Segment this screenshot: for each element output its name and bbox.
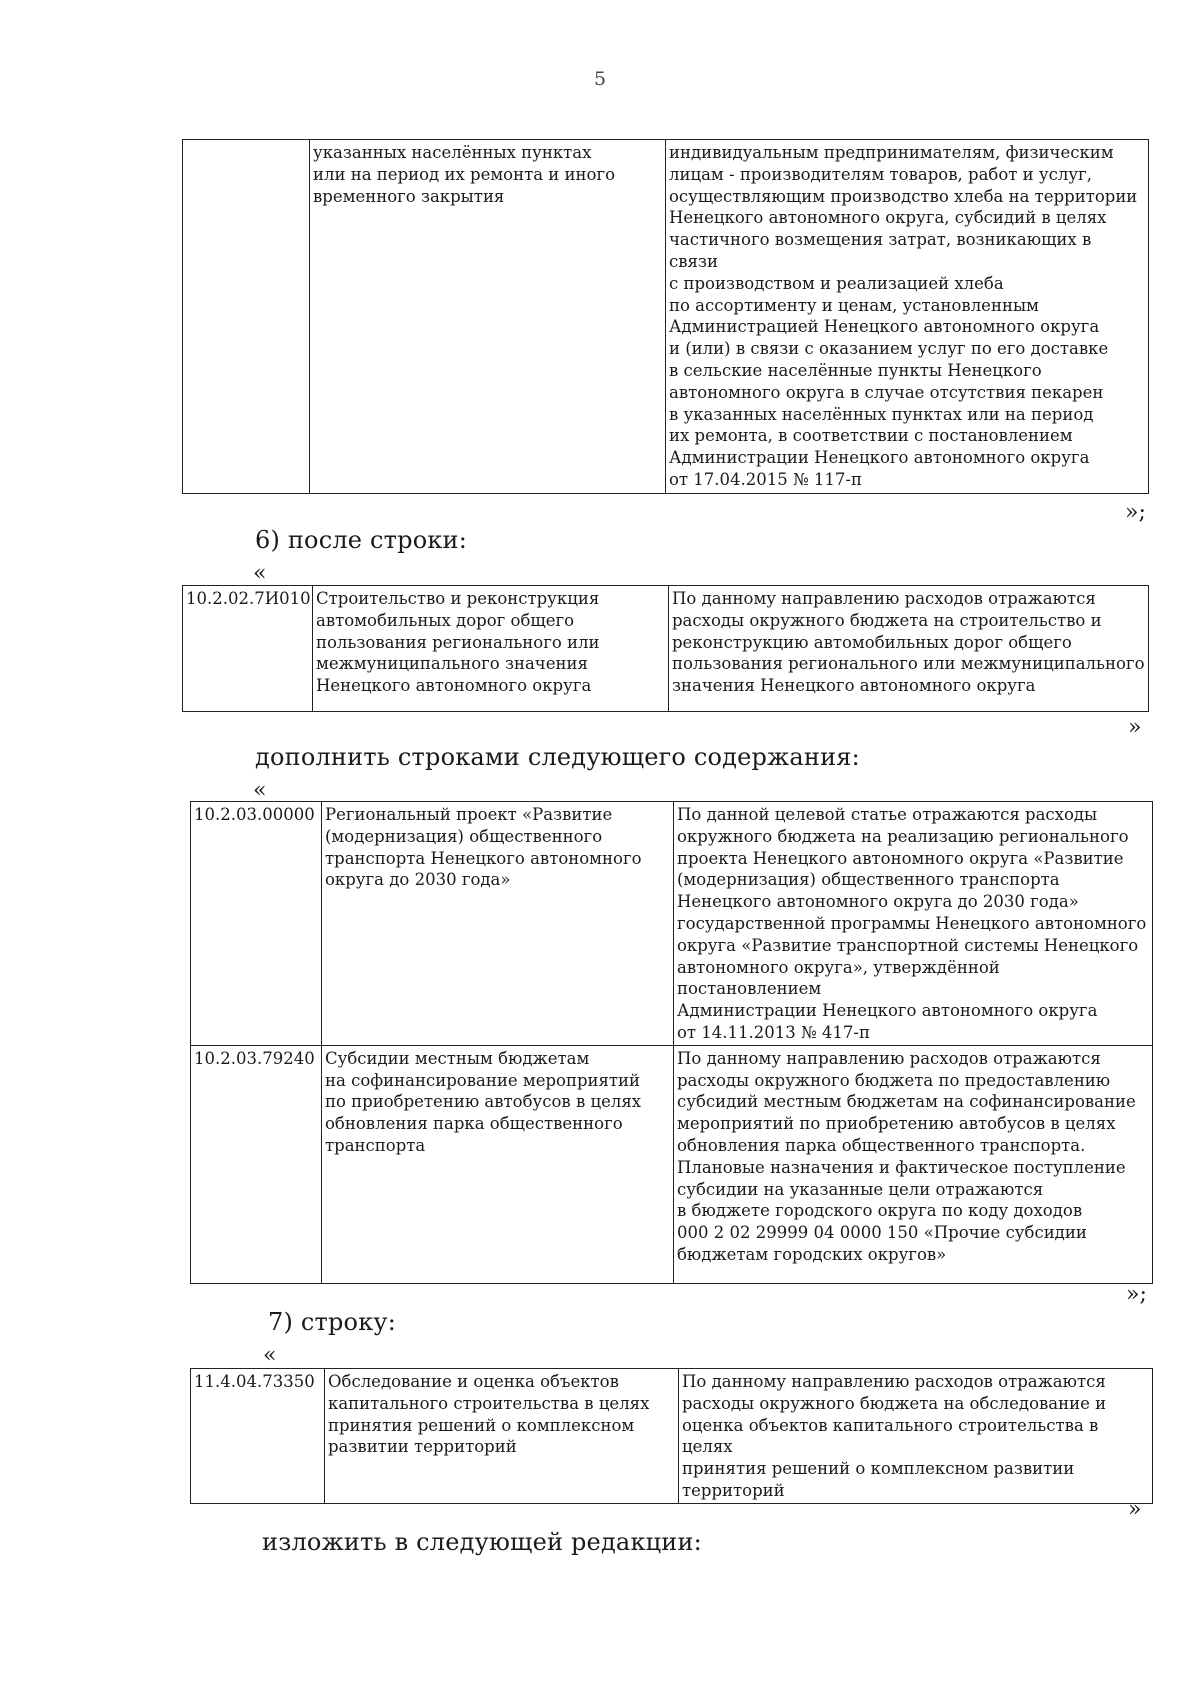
table-row <box>183 140 1149 494</box>
cell-description: По данному направлению расходов отражаются расходы окружного бюджета на строительство и реконструкцию автомобильных дорог общего пользования регионального или межмуниципального значения Ненецкого автономного округа <box>669 586 1149 712</box>
cell-code: 10.2.03.00000 <box>191 802 322 1046</box>
close-quote: » <box>1128 1497 1142 1522</box>
table-row <box>191 1369 1153 1504</box>
table-item-6 <box>182 585 1149 712</box>
table-supplement <box>190 801 1153 1284</box>
table-continued <box>182 139 1149 494</box>
section-heading-7: 7) строку: <box>268 1308 396 1336</box>
open-quote: « <box>253 561 267 586</box>
table-row <box>191 1045 1153 1283</box>
cell-code: 11.4.04.73350 <box>191 1369 325 1504</box>
section-heading-supplement: дополнить строками следующего содержания: <box>255 743 860 771</box>
table-row <box>183 586 1149 712</box>
cell-name: Обследование и оценка объектов капитального строительства в целях принятия решений о комплексном развитии территорий <box>325 1369 679 1504</box>
cell-name: Строительство и реконструкция автомобильных дорог общего пользования регионального или межмуниципального значения Ненецкого автономного округа <box>313 586 669 712</box>
page-number: 5 <box>593 68 607 90</box>
cell-code: 10.2.03.79240 <box>191 1045 322 1283</box>
cell-name: Региональный проект «Развитие (модернизация) общественного транспорта Ненецкого автономного округа до 2030 года» <box>322 802 674 1046</box>
open-quote: « <box>253 778 267 803</box>
cell-code <box>183 140 310 494</box>
table-item-7 <box>190 1368 1153 1504</box>
cell-description: индивидуальным предпринимателям, физическим лицам - производителям товаров, работ и услуг, осуществляющим производство хлеба на территории Ненецкого автономного округа, субсидий в целях частичного возмещения затрат, возникающих в связи с производством и реализацией хлеба по ассортименту и ценам, установленным Администрацией Ненецкого автономного округа и (или) в связи с оказанием услуг по его доставке в сельские населённые пункты Ненецкого автономного округа в случае отсутствия пекарен в указанных населённых пунктах или на период их ремонта, в соответствии с постановлением Администрации Ненецкого автономного округа от 17.04.2015 № 117-п <box>666 140 1149 494</box>
cell-name: указанных населённых пунктах или на период их ремонта и иного временного закрытия <box>310 140 666 494</box>
close-quote: » <box>1128 715 1142 740</box>
cell-description: По данной целевой статье отражаются расходы окружного бюджета на реализацию регионального проекта Ненецкого автономного округа «Развитие (модернизация) общественного транспорта Ненецкого автономного округа до 2030 года» государственной программы Ненецкого автономного округа «Развитие транспортной системы Ненецкого автономного округа», утверждённой постановлением Администрации Ненецкого автономного округа от 14.11.2013 № 417-п <box>674 802 1153 1046</box>
cell-description: По данному направлению расходов отражаются расходы окружного бюджета на обследование и оценка объектов капитального строительства в целях принятия решений о комплексном развитии территорий <box>679 1369 1153 1504</box>
table-row <box>191 802 1153 1046</box>
final-heading: изложить в следующей редакции: <box>262 1528 702 1556</box>
cell-name: Субсидии местным бюджетам на софинансирование мероприятий по приобретению автобусов в целях обновления парка общественного транспорта <box>322 1045 674 1283</box>
section-heading-6: 6) после строки: <box>255 526 468 554</box>
cell-description: По данному направлению расходов отражаются расходы окружного бюджета по предоставлению субсидий местным бюджетам на софинансирование мероприятий по приобретению автобусов в целях обновления парка общественного транспорта. Плановые назначения и фактическое поступление субсидии на указанные цели отражаются в бюджете городского округа по коду доходов 000 2 02 29999 04 0000 150 «Прочие субсидии бюджетам городских округов» <box>674 1045 1153 1283</box>
close-quote: »; <box>1126 1282 1147 1307</box>
open-quote: « <box>263 1343 277 1368</box>
cell-code: 10.2.02.7И010 <box>183 586 313 712</box>
close-quote: »; <box>1125 500 1146 525</box>
